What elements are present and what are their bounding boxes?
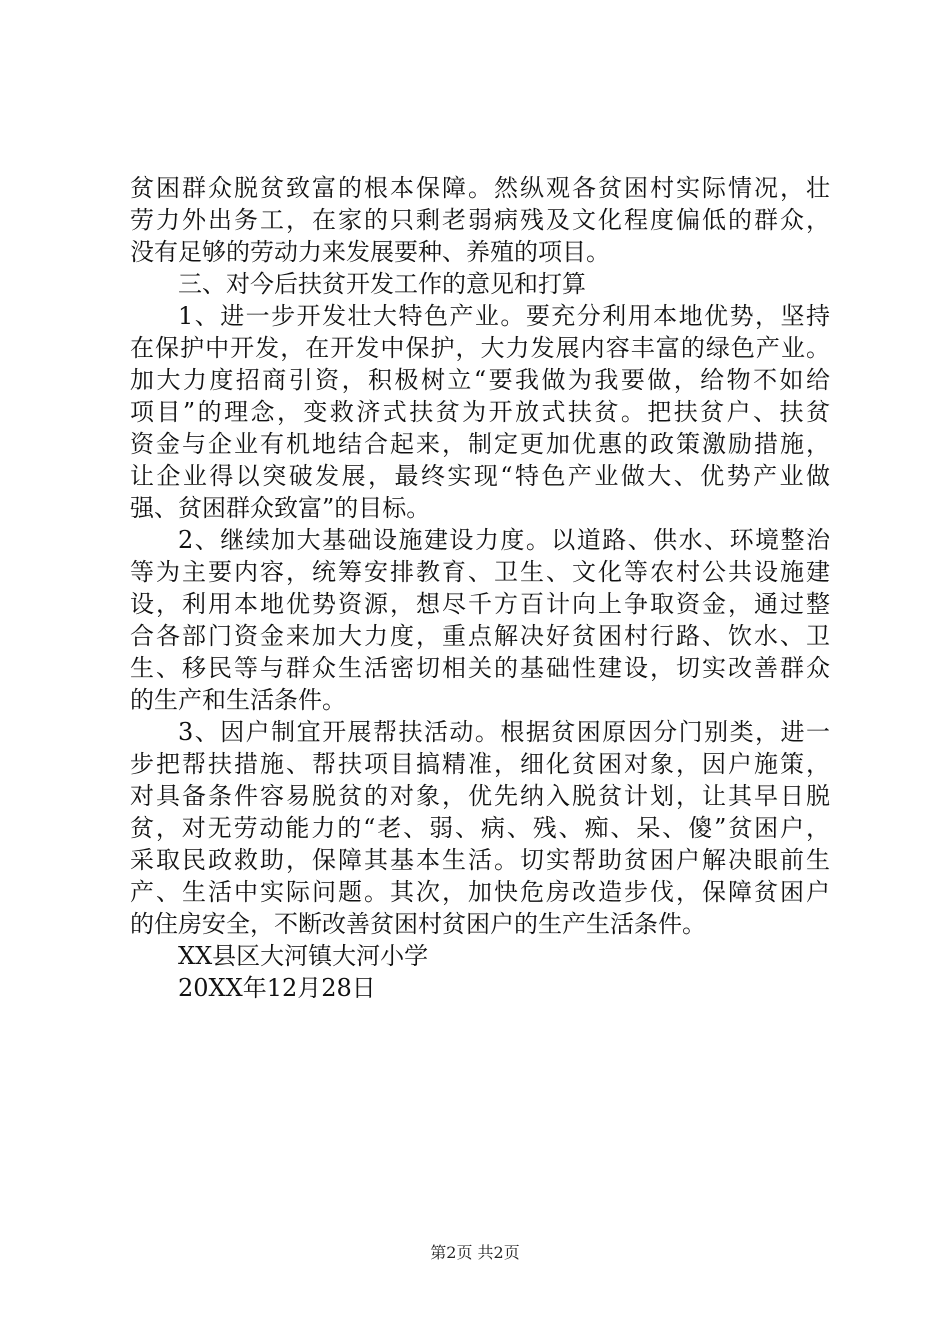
text-line: 的住房安全，不断改善贫困村贫困户的生产生活条件。	[130, 910, 706, 938]
signature-date: 20XX年12月28日	[178, 974, 376, 1002]
text-line: 项目”的理念，变救济式扶贫为开放式扶贫。把扶贫户、扶贫	[130, 398, 830, 426]
page-footer: 第2页 共2页	[430, 1243, 520, 1262]
text-line: 的生产和生活条件。	[130, 686, 346, 714]
text-line: 等为主要内容，统筹安排教育、卫生、文化等农村公共设施建	[130, 558, 830, 586]
text-line: 1、进一步开发壮大特色产业。要充分利用本地优势，坚持	[178, 302, 830, 330]
text-line: 合各部门资金来加大力度，重点解决好贫困村行路、饮水、卫	[130, 622, 830, 650]
section-heading: 三、对今后扶贫开发工作的意见和打算	[178, 270, 586, 298]
text-line: 设，利用本地优势资源，想尽千方百计向上争取资金，通过整	[130, 590, 830, 618]
text-line: 3、因户制宜开展帮扶活动。根据贫困原因分门别类，进一	[178, 718, 830, 746]
text-line: 2、继续加大基础设施建设力度。以道路、供水、环境整治	[178, 526, 830, 554]
text-line: 加大力度招商引资，积极树立“要我做为我要做，给物不如给	[130, 366, 830, 394]
text-line: 贫困群众脱贫致富的根本保障。然纵观各贫困村实际情况，壮	[130, 174, 830, 202]
text-line: 采取民政救助，保障其基本生活。切实帮助贫困户解决眼前生	[130, 846, 830, 874]
text-line: 资金与企业有机地结合起来，制定更加优惠的政策激励措施，	[130, 430, 830, 458]
text-line: 产、生活中实际问题。其次，加快危房改造步伐，保障贫困户	[130, 878, 830, 906]
document-body	[130, 172, 830, 1004]
text-line: 生、移民等与群众生活密切相关的基础性建设，切实改善群众	[130, 654, 830, 682]
text-line: 步把帮扶措施、帮扶项目搞精准，细化贫困对象，因户施策，	[130, 750, 830, 778]
text-line: 贫，对无劳动能力的“老、弱、病、残、痴、呆、傻”贫困户，	[130, 814, 830, 842]
text-line: 强、贫困群众致富”的目标。	[130, 494, 431, 522]
text-line: 让企业得以突破发展，最终实现“特色产业做大、优势产业做	[130, 462, 830, 490]
text-line: 在保护中开发，在开发中保护，大力发展内容丰富的绿色产业。	[130, 334, 830, 362]
text-line: 对具备条件容易脱贫的对象，优先纳入脱贫计划，让其早日脱	[130, 782, 830, 810]
text-line: 劳力外出务工，在家的只剩老弱病残及文化程度偏低的群众，	[130, 206, 830, 234]
signature-organization: XX县区大河镇大河小学	[178, 942, 429, 970]
text-line: 没有足够的劳动力来发展要种、养殖的项目。	[130, 238, 610, 266]
